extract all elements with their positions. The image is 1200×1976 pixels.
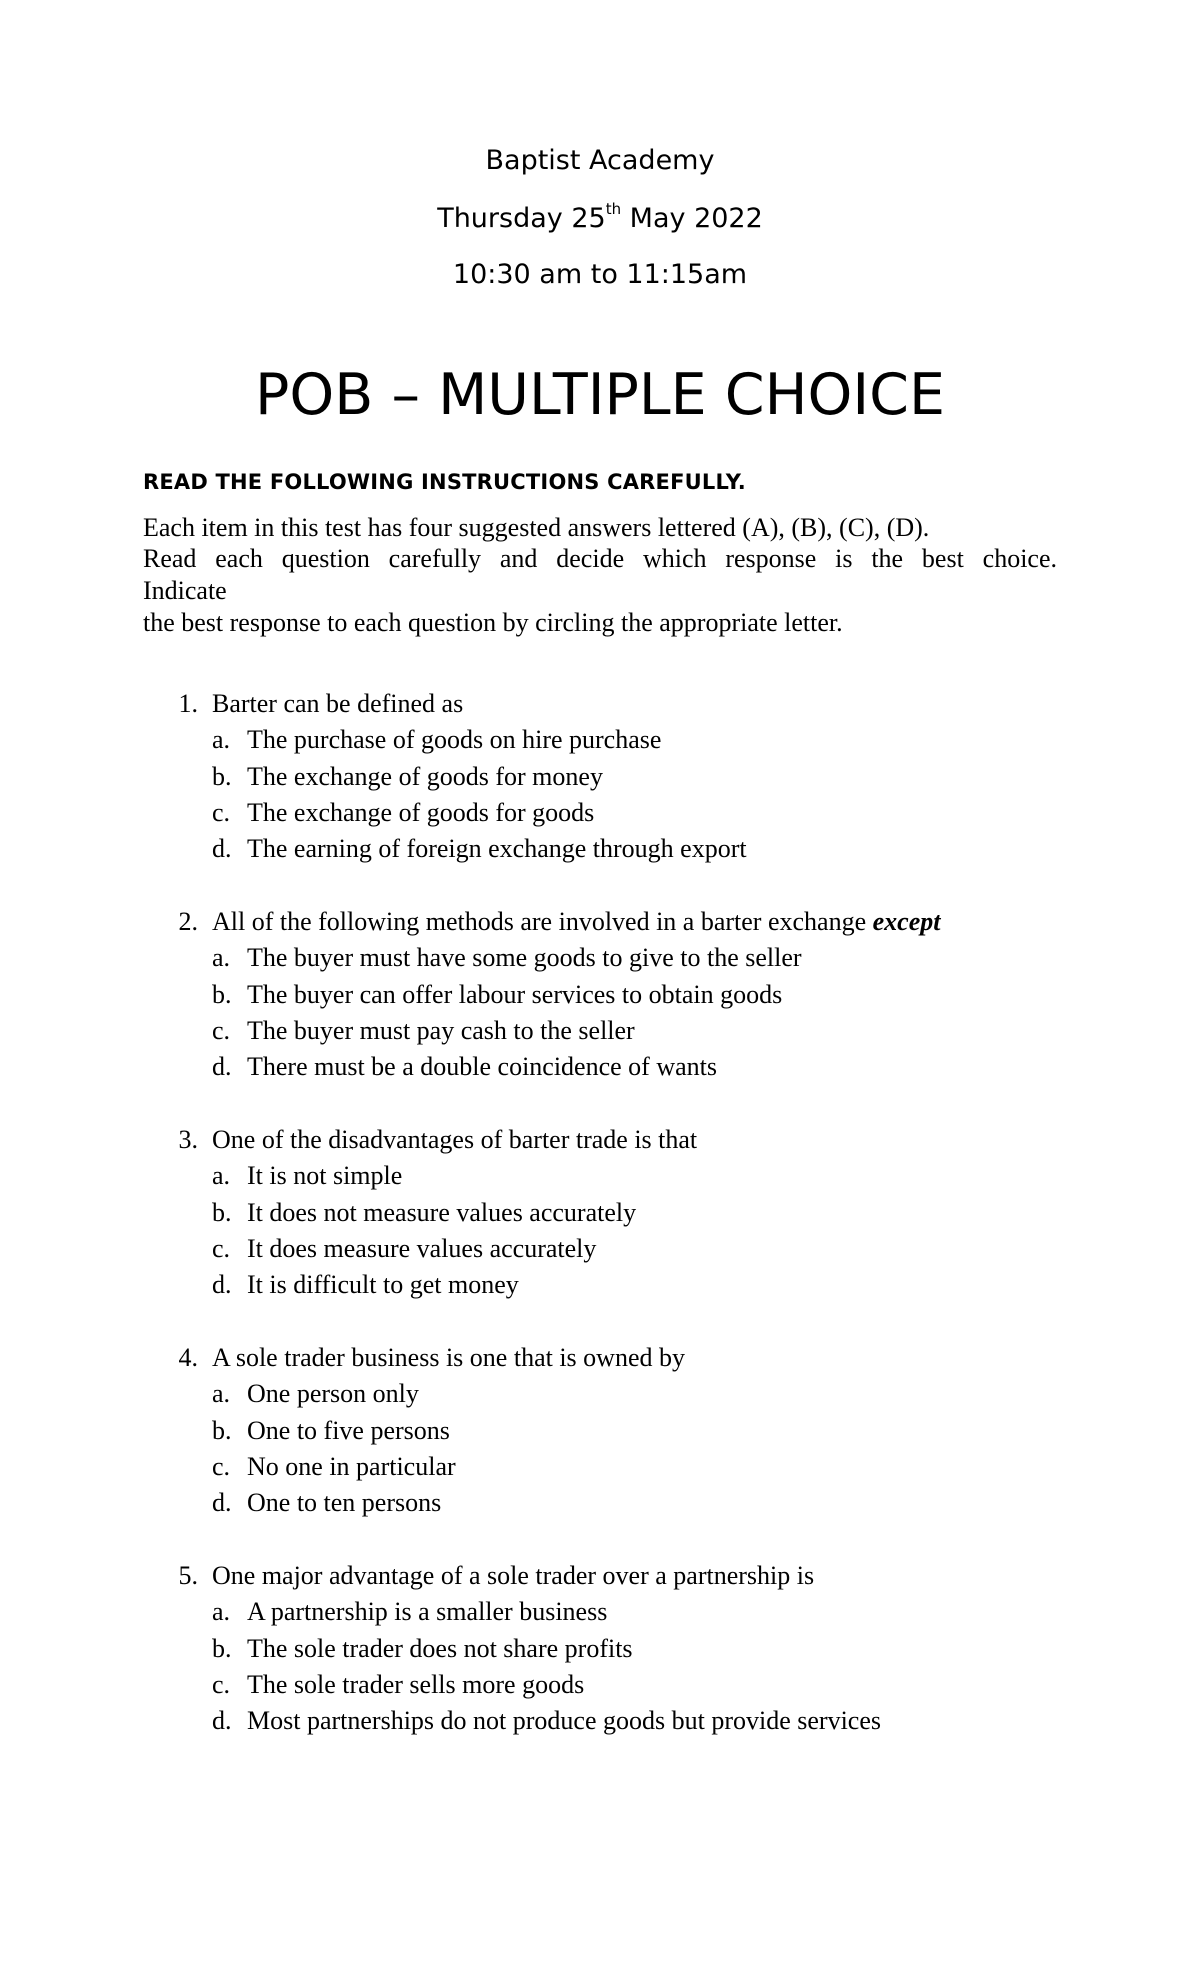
option-c[interactable] [0, 795, 1200, 831]
option-text: The earning of foreign exchange through export [247, 834, 747, 864]
exam-date-day: Thursday 25 [437, 203, 606, 234]
option-letter: b. [212, 1197, 232, 1227]
option-text: Most partnerships do not produce goods but provide services [247, 1706, 882, 1736]
school-name: Baptist Academy [485, 145, 715, 176]
option-letter: c. [212, 1669, 231, 1699]
option-text: The exchange of goods for goods [247, 797, 595, 827]
exam-date-ordinal: th [605, 200, 622, 218]
exam-date [0, 202, 1200, 236]
option-letter: b. [212, 1633, 232, 1663]
option-c[interactable] [0, 1013, 1200, 1049]
question-stem [0, 1558, 1200, 1594]
question-text [212, 688, 463, 720]
question-text [212, 906, 940, 938]
question-2 [0, 904, 1200, 1085]
page-title: POB – MULTIPLE CHOICE [255, 362, 945, 428]
option-letter: b. [212, 1415, 232, 1445]
option-letter: a. [212, 1379, 231, 1409]
question-text-main: One of the disadvantages of barter trade is that [212, 1125, 698, 1154]
question-number: 1. [178, 689, 198, 718]
question-4 [0, 1340, 1200, 1521]
option-c[interactable] [0, 1667, 1200, 1703]
exam-date-month-year: May 2022 [621, 203, 763, 234]
option-c[interactable] [0, 1449, 1200, 1485]
option-text: It is difficult to get money [247, 1270, 519, 1300]
option-text: The exchange of goods for money [247, 761, 603, 791]
question-text-main: A sole trader business is one that is owned by [212, 1343, 685, 1372]
question-stem [0, 686, 1200, 722]
option-text: The sole trader sells more goods [247, 1669, 585, 1699]
question-text-main: One major advantage of a sole trader over a partnership is [212, 1561, 815, 1590]
option-letter: d. [212, 1488, 232, 1518]
instructions-line-2: Read each question carefully and decide which response is the best choice. [143, 544, 1057, 573]
option-a[interactable] [0, 940, 1200, 976]
option-letter: c. [212, 1015, 231, 1045]
option-text: No one in particular [247, 1451, 456, 1481]
option-letter: c. [212, 1451, 231, 1481]
question-text [212, 1124, 697, 1156]
option-text: The buyer must pay cash to the seller [247, 1015, 635, 1045]
option-letter: d. [212, 1706, 232, 1736]
question-text-main: Barter can be defined as [212, 689, 464, 718]
instructions-line-4: the best response to each question by circling the appropriate letter. [143, 608, 843, 637]
option-d[interactable] [0, 831, 1200, 867]
question-stem [0, 1122, 1200, 1158]
option-text: A partnership is a smaller business [247, 1597, 608, 1627]
option-d[interactable] [0, 1049, 1200, 1085]
option-letter: c. [212, 1233, 231, 1263]
option-text: One person only [247, 1379, 419, 1409]
question-1 [0, 686, 1200, 867]
option-d[interactable] [0, 1703, 1200, 1739]
instructions-heading: READ THE FOLLOWING INSTRUCTIONS CAREFULLY. [143, 470, 746, 494]
option-letter: a. [212, 943, 231, 973]
question-number: 2. [178, 907, 198, 936]
option-text: The buyer can offer labour services to obtain goods [247, 979, 783, 1009]
option-a[interactable] [0, 1158, 1200, 1194]
instructions-line-3: Indicate [143, 576, 227, 605]
option-a[interactable] [0, 722, 1200, 758]
option-b[interactable] [0, 759, 1200, 795]
option-text: The buyer must have some goods to give to the seller [247, 943, 802, 973]
option-letter: d. [212, 834, 232, 864]
option-text: One to five persons [247, 1415, 450, 1445]
option-d[interactable] [0, 1485, 1200, 1521]
option-text: It does not measure values accurately [247, 1197, 637, 1227]
option-letter: d. [212, 1270, 232, 1300]
exam-time: 10:30 am to 11:15am [452, 259, 748, 290]
option-letter: a. [212, 725, 231, 755]
option-letter: a. [212, 1597, 231, 1627]
question-5 [0, 1558, 1200, 1739]
question-number: 4. [178, 1343, 198, 1372]
option-letter: b. [212, 979, 232, 1009]
option-a[interactable] [0, 1594, 1200, 1630]
option-c[interactable] [0, 1231, 1200, 1267]
option-letter: c. [212, 797, 231, 827]
question-number: 3. [178, 1125, 198, 1154]
option-b[interactable] [0, 977, 1200, 1013]
option-letter: b. [212, 761, 232, 791]
question-emphasis: except [872, 907, 941, 936]
option-b[interactable] [0, 1631, 1200, 1667]
option-letter: a. [212, 1161, 231, 1191]
option-d[interactable] [0, 1267, 1200, 1303]
question-text [212, 1342, 685, 1374]
question-number: 5. [178, 1561, 198, 1590]
option-text: The sole trader does not share profits [247, 1633, 633, 1663]
option-b[interactable] [0, 1413, 1200, 1449]
option-letter: d. [212, 1052, 232, 1082]
question-text-main: All of the following methods are involved in a barter exchange [212, 907, 873, 936]
option-text: There must be a double coincidence of wants [247, 1052, 717, 1082]
question-stem [0, 1340, 1200, 1376]
option-text: It is not simple [247, 1161, 403, 1191]
option-text: The purchase of goods on hire purchase [247, 725, 662, 755]
question-text [212, 1560, 814, 1592]
option-text: One to ten persons [247, 1488, 442, 1518]
question-3 [0, 1122, 1200, 1303]
option-b[interactable] [0, 1195, 1200, 1231]
option-a[interactable] [0, 1376, 1200, 1412]
option-text: It does measure values accurately [247, 1233, 597, 1263]
question-stem [0, 904, 1200, 940]
instructions-line-1: Each item in this test has four suggested answers lettered (A), (B), (C), (D). [143, 513, 930, 542]
